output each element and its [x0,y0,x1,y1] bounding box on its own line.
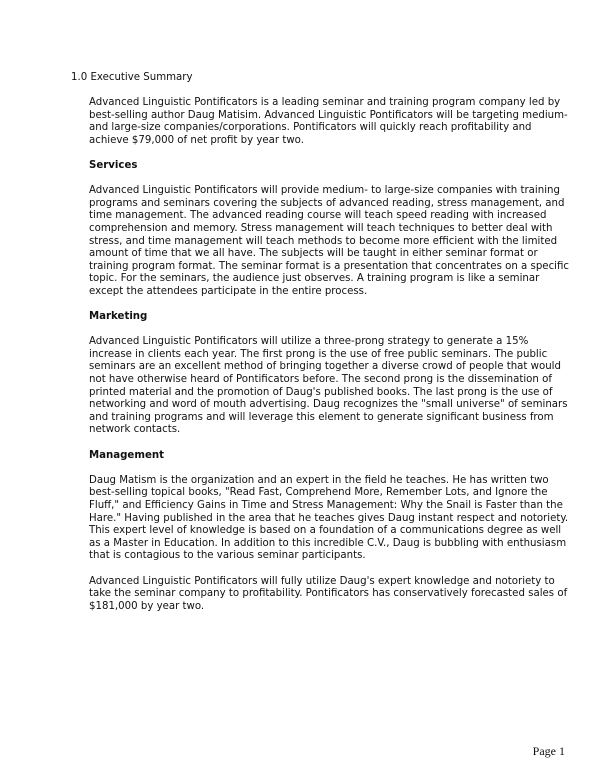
management-paragraph-1: Daug Matism is the organization and an expert in the field he teaches. He has written two best-selling topical books, "Read Fast, Comprehend More, Remember Lots, and Ignore the Fluff," and Efficiency Gains in Time and Stress Management: Why the Snail is Faster than the Hare." Having published in the area that he teaches gives Daug instant respect and notoriety. This expert level of knowledge is based on a foundation of a communications degree as well as a Master in Education. In addition to this incredible C.V., Daug is bubbling with enthusiasm that is contagious to the various seminar participants. [89,474,569,562]
marketing-heading: Marketing [89,311,148,323]
page-number: Page 1 [532,744,565,758]
marketing-paragraph: Advanced Linguistic Pontificators will utilize a three-prong strategy to generate a 15% increase in clients each year. The first prong is the use of free public seminars. The public seminars are an excellent method of bringing together a diverse crowd of people that would not have otherwise heard of Pontificators before. The second prong is the dissemination of printed material and the promotion of Daug's published books. The last prong is the use of networking and word of mouth advertising. Daug recognizes the "small universe" of seminars and training programs and will leverage this element to generate significant business from network contacts. [89,336,568,436]
section-title: 1.0 Executive Summary [71,72,193,83]
management-heading: Management [89,449,164,461]
services-paragraph: Advanced Linguistic Pontificators will provide medium- to large-size companies with training programs and seminars covering the subjects of advanced reading, stress management, and time management. The advanced reading course will teach speed reading with increased comprehension and memory. Stress management will teach techniques to better deal with stress, and time management will teach methods to become more efficient with the limited amount of time that we all have. The subjects will be taught in either seminar format or training program format. The seminar format is a presentation that concentrates on a specific topic. For the seminars, the audience just observes. A training program is like a seminar except the attendees participate in the entire process. [89,185,570,297]
intro-paragraph: Advanced Linguistic Pontificators is a leading seminar and training program company led by best-selling author Daug Matisim. Advanced Linguistic Pontificators will be targeting medium- and large-size companies/corporations. Pontificators will quickly reach profitability and achieve $79,000 of net profit by year two. [89,97,568,146]
document-body [89,97,571,626]
management-paragraph-2: Advanced Linguistic Pontificators will fully utilize Daug's expert knowledge and notoriety to take the seminar company to profitability. Pontificators has conservatively forecasted sales of $181,000 by year two. [89,575,568,612]
services-heading: Services [89,159,138,171]
